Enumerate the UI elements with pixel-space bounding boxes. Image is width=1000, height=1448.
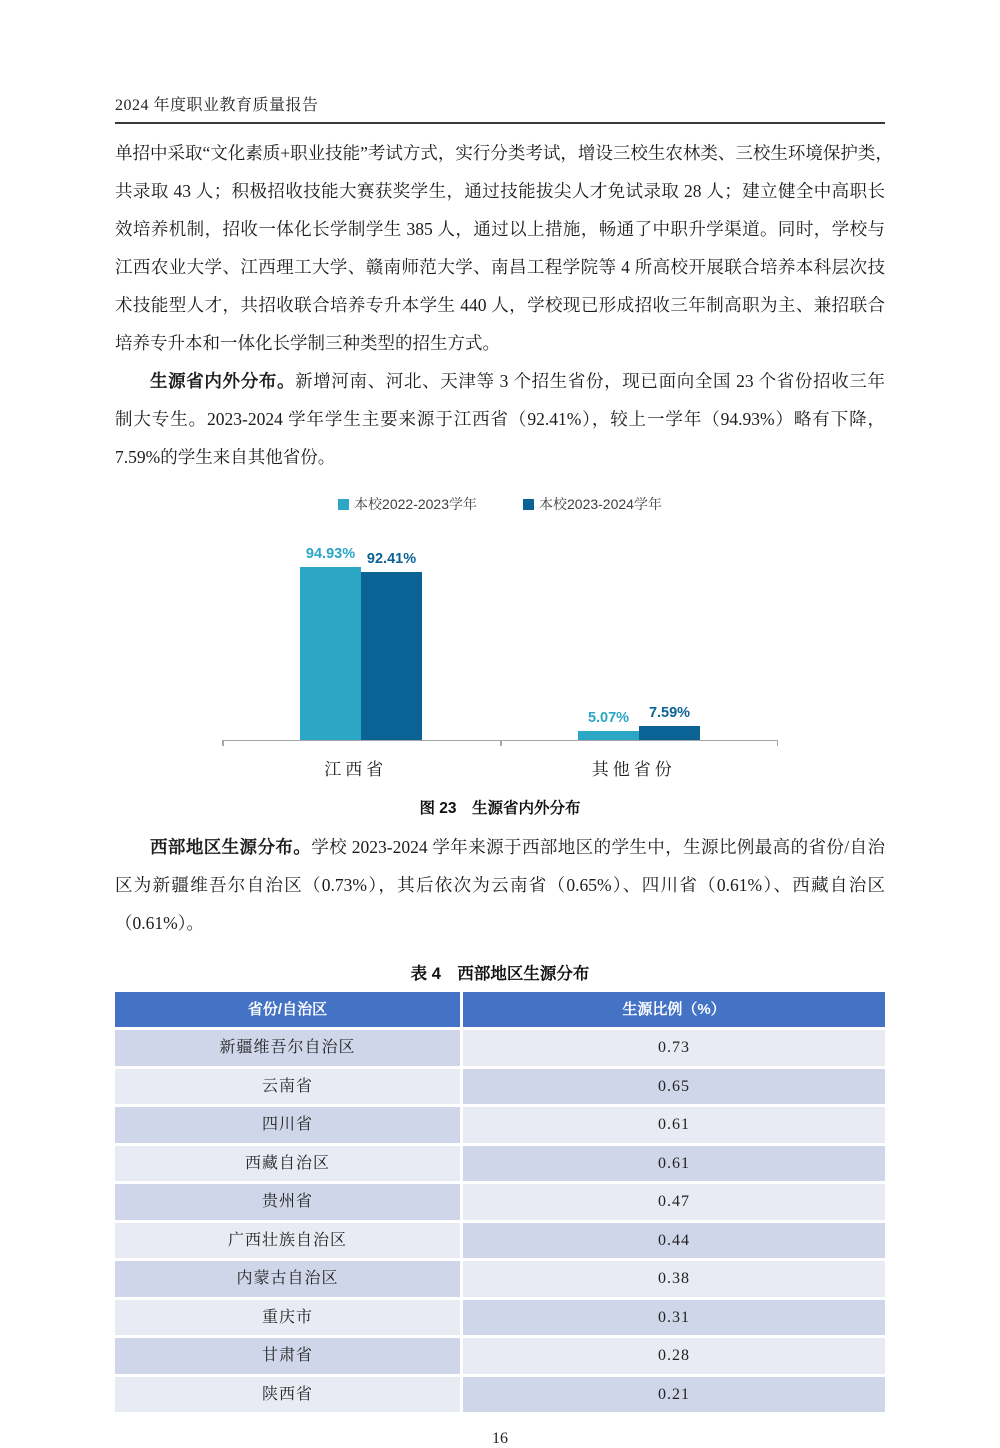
- x-axis-line: [222, 740, 778, 745]
- table-header-ratio: 生源比例（%）: [463, 992, 885, 1027]
- category-label-other: 其他省份: [591, 760, 676, 779]
- paragraph-line: 江西农业大学、江西理工大学、赣南师范大学、南昌工程学院等 4 所高校开展联合培养本科层次技: [115, 257, 885, 277]
- bar-series1-other: [578, 731, 639, 740]
- figure-caption: 图 23 生源省内外分布: [419, 800, 581, 817]
- paragraph-line: 术技能型人才，共招收联合培养专升本学生 440 人，学校现已形成招收三年制高职为主、兼招联合: [115, 295, 885, 315]
- table-cell-province: 贵州省: [115, 1184, 460, 1220]
- bar-column: [578, 710, 639, 740]
- paragraph-admissions: [115, 134, 893, 362]
- table-cell-province: 重庆市: [115, 1300, 460, 1336]
- bar-series2-other: [639, 726, 700, 740]
- table-cell-value: 0.73: [463, 1030, 885, 1066]
- paragraph-line: 共录取 43 人；积极招收技能大赛获奖学生，通过技能拔尖人才免试录取 28 人；建立健全中高职长: [115, 181, 885, 201]
- table-cell-province: 甘肃省: [115, 1338, 460, 1374]
- chart-plot-area: [222, 540, 778, 780]
- table-cell-value: 0.61: [463, 1107, 885, 1143]
- running-header: [115, 92, 885, 124]
- page-number: 16: [492, 1430, 508, 1447]
- table-header-row: [115, 992, 885, 1027]
- paragraph-lead-bold: 生源省内外分布。: [150, 371, 296, 391]
- paragraph-line: [115, 362, 885, 400]
- paragraph-line: 制大专生。2023-2024 学年学生主要来源于江西省（92.41%），较上一学年（94.93%）略有下降，: [115, 409, 885, 429]
- bar-group-other-provinces: [578, 705, 700, 740]
- table-cell-province: 四川省: [115, 1107, 460, 1143]
- legend-swatch-icon: [338, 499, 349, 510]
- table-cell-province: 西藏自治区: [115, 1146, 460, 1182]
- chart-bars: [222, 540, 778, 740]
- table-cell-value: 0.38: [463, 1261, 885, 1297]
- legend-label: 本校2023-2024学年: [539, 496, 662, 512]
- chart-legend: [115, 494, 885, 514]
- axis-tick: [222, 741, 224, 746]
- table-cell-province: 内蒙古自治区: [115, 1261, 460, 1297]
- bar-column: [300, 546, 361, 740]
- bar-chart-province-distribution: [115, 494, 885, 818]
- paragraph-text: 学校 2023-2024 学年来源于西部地区的学生中，生源比例最高的省份/自治: [311, 837, 885, 857]
- bar-value-label: 7.59%: [648, 705, 691, 722]
- table-cell-value: 0.44: [463, 1223, 885, 1259]
- axis-tick: [777, 741, 779, 746]
- table-cell-province: 新疆维吾尔自治区: [115, 1030, 460, 1066]
- legend-swatch-icon: [523, 499, 534, 510]
- table-title: 表 4 西部地区生源分布: [410, 965, 590, 983]
- table-header-province: 省份/自治区: [115, 992, 460, 1027]
- table-body: [115, 1030, 885, 1412]
- table-cell-value: 0.21: [463, 1377, 885, 1413]
- bar-value-label: 5.07%: [587, 709, 630, 726]
- paragraph-lead-bold: 西部地区生源分布。: [150, 837, 312, 857]
- bar-value-label: 92.41%: [366, 550, 417, 567]
- paragraph-line: 单招中采取“文化素质+职业技能”考试方式，实行分类考试，增设三校生农林类、三校生环境保护类，: [115, 143, 893, 163]
- x-axis-category-labels: [222, 755, 778, 780]
- legend-item-2023-2024: [523, 494, 662, 514]
- paragraph-western-region: [115, 828, 885, 942]
- paragraph-line: 培养专升本和一体化长学制三种类型的招生方式。: [115, 333, 500, 353]
- category-label-jiangxi: 江西省: [324, 760, 388, 779]
- bar-column: [361, 551, 422, 740]
- paragraph-line: [115, 828, 885, 866]
- bar-group-jiangxi: [300, 546, 422, 740]
- table-cell-province: 陕西省: [115, 1377, 460, 1413]
- running-header-title: 2024 年度职业教育质量报告: [115, 97, 319, 114]
- bar-value-label: 94.93%: [305, 546, 356, 563]
- bar-series1-jiangxi: [300, 567, 361, 740]
- paragraph-line: （0.61%）。: [115, 913, 204, 933]
- table-cell-value: 0.31: [463, 1300, 885, 1336]
- bar-series2-jiangxi: [361, 572, 422, 740]
- table-cell-province: 云南省: [115, 1069, 460, 1105]
- table-cell-value: 0.47: [463, 1184, 885, 1220]
- axis-tick: [500, 741, 502, 746]
- table-cell-value: 0.61: [463, 1146, 885, 1182]
- paragraph-line: 效培养机制，招收一体化长学制学生 385 人，通过以上措施，畅通了中职升学渠道。同时，学校与: [115, 219, 885, 239]
- paragraph-line: 7.59%的学生来自其他省份。: [115, 447, 336, 467]
- western-region-table: [115, 992, 885, 1412]
- paragraph-province-distribution: [115, 362, 885, 476]
- table-cell-value: 0.28: [463, 1338, 885, 1374]
- bar-column: [639, 705, 700, 740]
- legend-item-2022-2023: [338, 494, 477, 514]
- table-cell-province: 广西壮族自治区: [115, 1223, 460, 1259]
- table-cell-value: 0.65: [463, 1069, 885, 1105]
- legend-label: 本校2022-2023学年: [354, 496, 477, 512]
- paragraph-line: 区为新疆维吾尔自治区（0.73%），其后依次为云南省（0.65%）、四川省（0.61%）、西藏自治区: [115, 875, 885, 895]
- paragraph-text: 新增河南、河北、天津等 3 个招生省份，现已面向全国 23 个省份招收三年: [295, 371, 886, 391]
